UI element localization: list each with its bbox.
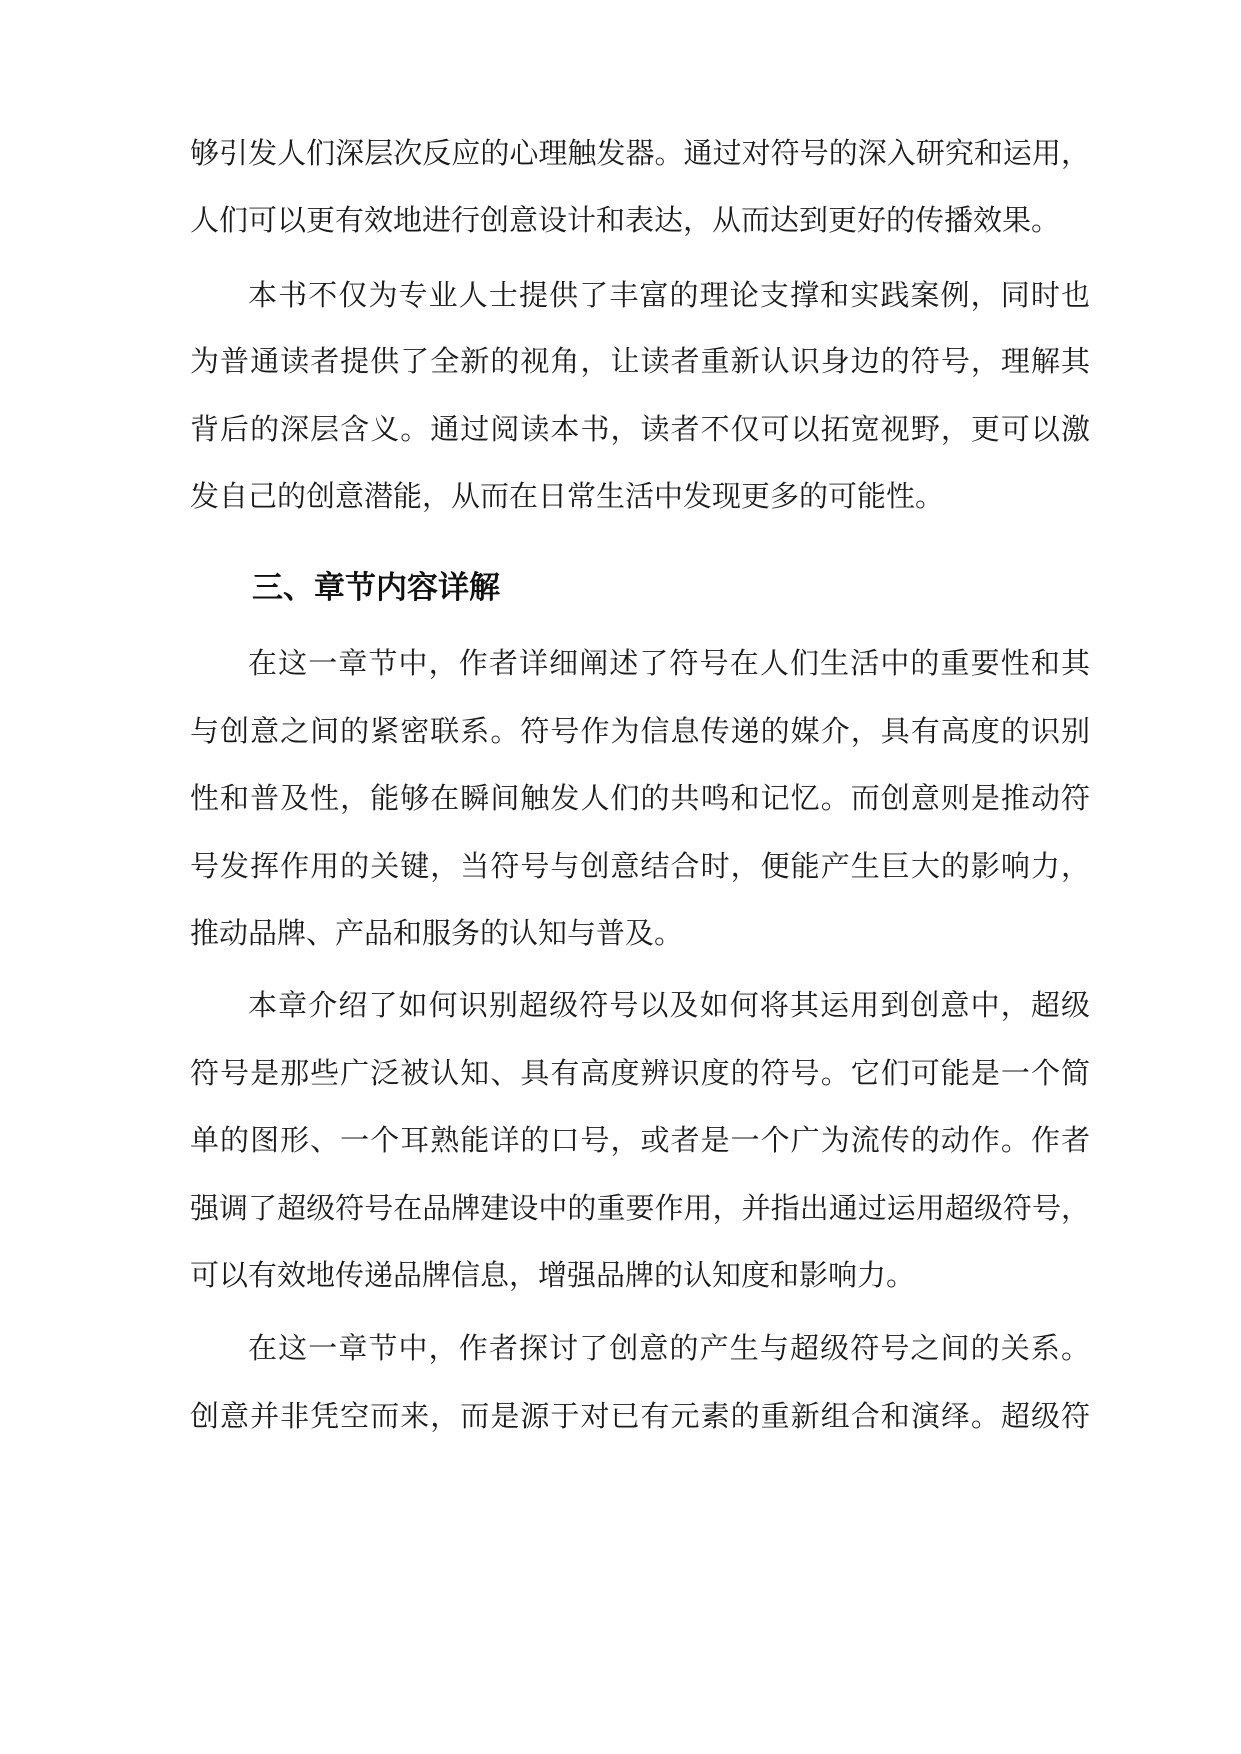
text-line: 本章介绍了如何识别超级符号以及如何将其运用到创意中，超级 <box>248 988 1090 1022</box>
text-line: 在这一章节中，作者探讨了创意的产生与超级符号之间的关系。 <box>248 1331 1090 1365</box>
text-line: 单的图形、一个耳熟能详的口号，或者是一个广为流传的动作。作者 <box>190 1123 1090 1157</box>
text-line: 背后的深层含义。通过阅读本书，读者不仅可以拓宽视野，更可以激 <box>190 412 1090 446</box>
text-line: 创意并非凭空而来，而是源于对已有元素的重新组合和演绎。超级符 <box>190 1399 1090 1433</box>
text-line: 本书不仅为专业人士提供了丰富的理论支撑和实践案例，同时也 <box>248 278 1090 312</box>
text-line: 与创意之间的紧密联系。符号作为信息传递的媒介，具有高度的识别 <box>190 714 1090 748</box>
text-line: 在这一章节中，作者详细阐述了符号在人们生活中的重要性和其 <box>248 646 1090 680</box>
text-line: 为普通读者提供了全新的视角，让读者重新认识身边的符号，理解其 <box>190 344 1090 378</box>
text-line: 可以有效地传递品牌信息，增强品牌的认知度和影响力。 <box>190 1258 916 1292</box>
text-line: 强调了超级符号在品牌建设中的重要作用，并指出通过运用超级符号， <box>190 1191 1090 1225</box>
text-line: 号发挥作用的关键，当符号与创意结合时，便能产生巨大的影响力， <box>190 849 1090 883</box>
section-heading: 三、章节内容详解 <box>252 570 500 606</box>
text-line: 符号是那些广泛被认知、具有高度辨识度的符号。它们可能是一个简 <box>190 1056 1090 1090</box>
text-line: 够引发人们深层次反应的心理触发器。通过对符号的深入研究和运用， <box>190 136 1090 170</box>
text-line: 推动品牌、产品和服务的认知与普及。 <box>190 916 684 950</box>
text-line: 发自己的创意潜能，从而在日常生活中发现更多的可能性。 <box>190 479 945 513</box>
text-line: 人们可以更有效地进行创意设计和表达，从而达到更好的传播效果。 <box>190 203 1061 237</box>
text-line: 性和普及性，能够在瞬间触发人们的共鸣和记忆。而创意则是推动符 <box>190 781 1090 815</box>
